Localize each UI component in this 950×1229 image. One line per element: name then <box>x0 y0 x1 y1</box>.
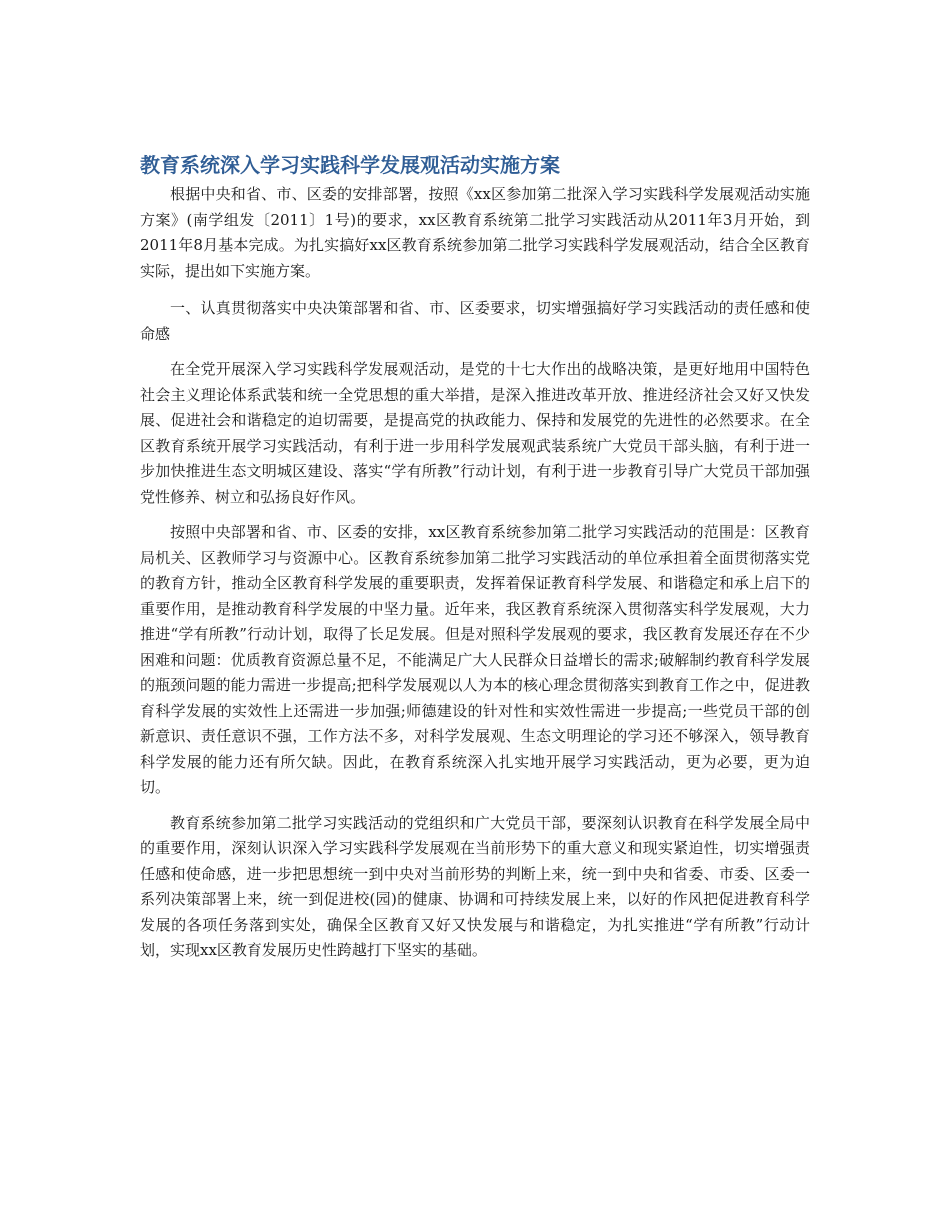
paragraph-requirements: 教育系统参加第二批学习实践活动的党组织和广大党员干部，要深刻认识教育在科学发展全局中的重要作用，深刻认识深入学习实践科学发展观在当前形势下的重大意义和现实紧迫性，切实增强责任感和使命感，进一步把思想统一到中央对当前形势的判断上来，统一到中央和省委、市委、区委一系列决策部署上来，统一到促进校(园)的健康、协调和可持续发展上来，以好的作风把促进教育科学发展的各项任务落到实处，确保全区教育又好又快发展与和谐稳定，为扎实推进“学有所教”行动计划，实现xx区教育发展历史性跨越打下坚实的基础。 <box>140 813 810 959</box>
paragraph-scope: 按照中央部署和省、市、区委的安排，xx区教育系统参加第二批学习实践活动的范围是：区教育局机关、区教师学习与资源中心。区教育系统参加第二批学习实践活动的单位承担着全面贯彻落实党的教育方针，推动全区教育科学发展的重要职责，发挥着保证教育科学发展、和谐稳定和承上启下的重要作用，是推动教育科学发展的中坚力量。近年来，我区教育系统深入贯彻落实科学发展观，大力推进“学有所教”行动计划，取得了长足发展。但是对照科学发展观的要求，我区教育发展还存在不少困难和问题：优质教育资源总量不足，不能满足广大人民群众日益增长的需求;破解制约教育科学发展的瓶颈问题的能力需进一步提高;把科学发展观以人为本的核心理念贯彻落实到教育工作之中，促进教育科学发展的实效性上还需进一步加强;师德建设的针对性和实效性需进一步提高;一些党员干部的创新意识、责任意识不强，工作方法不多，对科学发展观、生态文明理论的学习还不够深入，领导教育科学发展的能力还有所欠缺。因此，在教育系统深入扎实地开展学习实践活动，更为必要，更为迫切。 <box>140 523 810 796</box>
document-body <box>140 150 810 974</box>
paragraph-intro: 根据中央和省、市、区委的安排部署，按照《xx区参加第二批深入学习实践科学发展观活动实施方案》(南学组发〔2011〕1号)的要求，xx区教育系统第二批学习实践活动从2011年3月开始，到2011年8月基本完成。为扎实搞好xx区教育系统参加第二批学习实践科学发展观活动，结合全区教育实际，提出如下实施方案。 <box>140 185 810 280</box>
section-heading-1: 一、认真贯彻落实中央决策部署和省、市、区委要求，切实增强搞好学习实践活动的责任感和使命感 <box>140 299 810 343</box>
document-title: 教育系统深入学习实践科学发展观活动实施方案 <box>140 153 560 177</box>
paragraph-significance: 在全党开展深入学习实践科学发展观活动，是党的十七大作出的战略决策，是更好地用中国特色社会主义理论体系武装和统一全党思想的重大举措，是深入推进改革开放、推进经济社会又好又快发展、促进社会和谐稳定的迫切需要，是提高党的执政能力、保持和发展党的先进性的必然要求。在全区教育系统开展学习实践活动，有利于进一步用科学发展观武装系统广大党员干部头脑，有利于进一步加快推进生态文明城区建设、落实“学有所教”行动计划，有利于进一步教育引导广大党员干部加强党性修养、树立和弘扬良好作风。 <box>140 360 810 506</box>
